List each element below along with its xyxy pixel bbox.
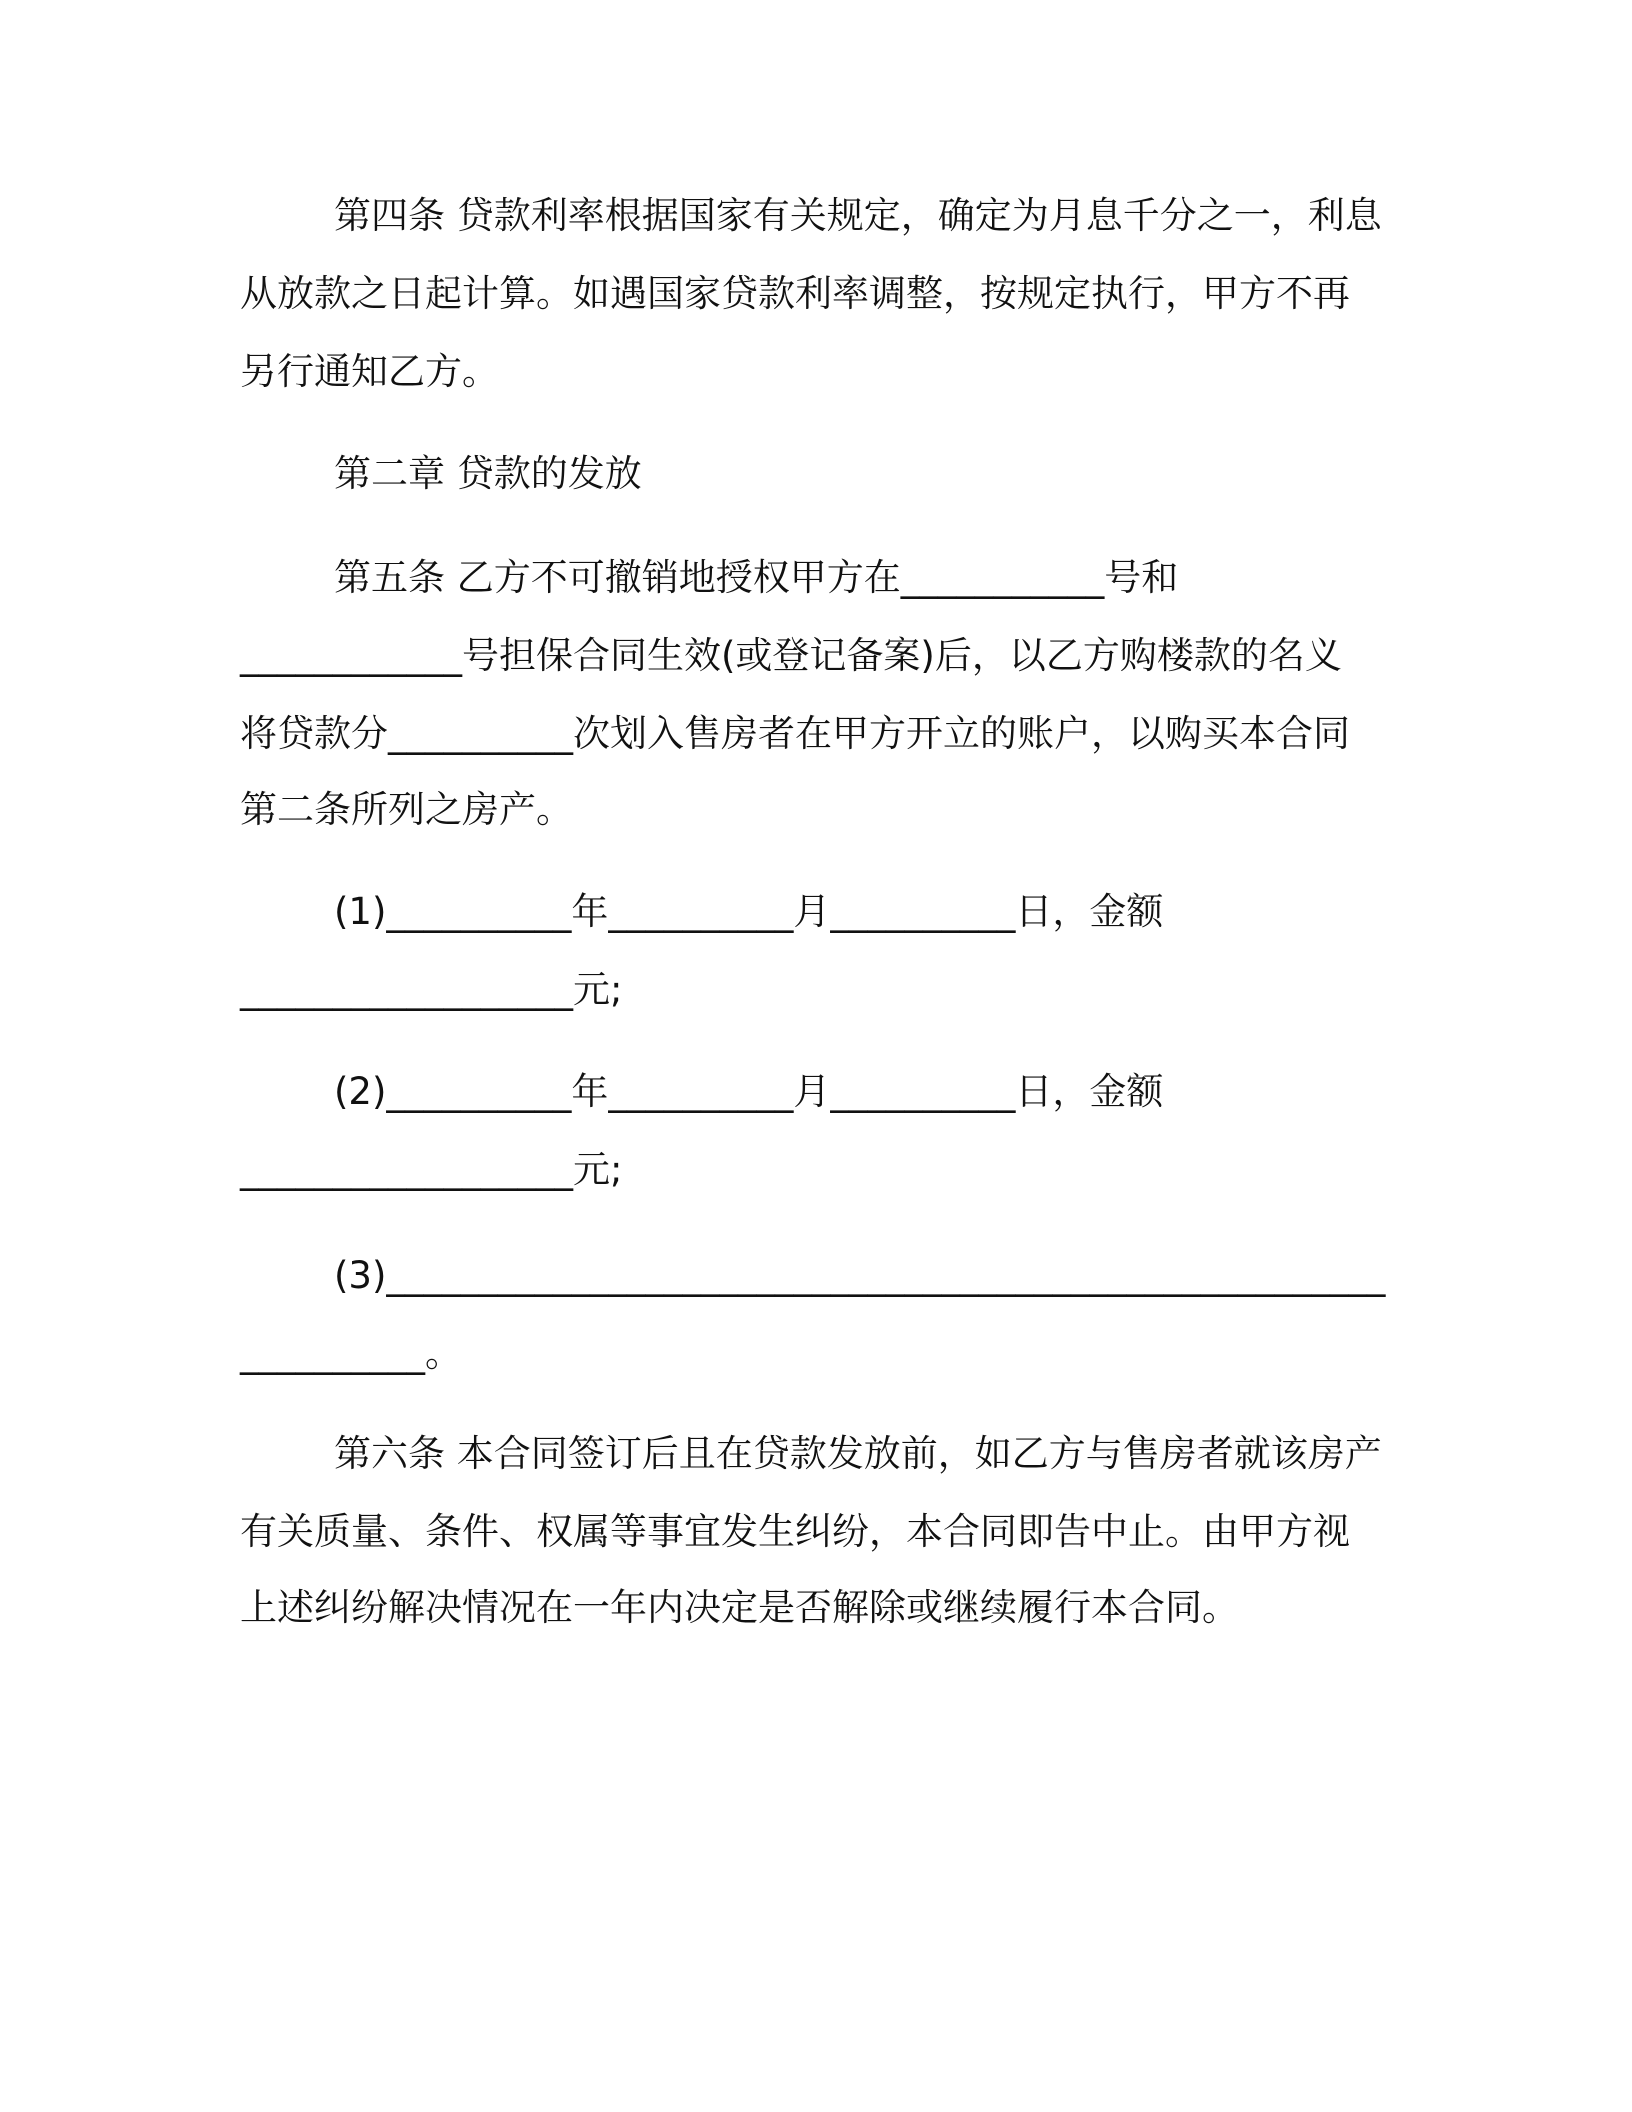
article-6-line-3: 上述纠纷解决情况在一年内决定是否解除或继续履行本合同。 <box>240 1586 1239 1629</box>
article-5-line-2: ____________号担保合同生效(或登记备案)后，以乙方购楼款的名义 <box>240 634 1342 677</box>
article-4-line-3: 另行通知乙方。 <box>240 350 499 393</box>
article-5-line-4: 第二条所列之房产。 <box>240 788 573 831</box>
article-6-line-1: 第六条 本合同签订后且在贷款发放前，如乙方与售房者就该房产 <box>334 1432 1382 1475</box>
article-5-line-3: 将贷款分__________次划入售房者在甲方开立的账户，以购买本合同 <box>240 712 1350 755</box>
article-6-line-2: 有关质量、条件、权属等事宜发生纠纷，本合同即告中止。由甲方视 <box>240 1510 1350 1553</box>
installment-1-amount: __________________元; <box>240 968 623 1011</box>
article-4-line-1: 第四条 贷款利率根据国家有关规定，确定为月息千分之一，利息 <box>334 194 1382 237</box>
installment-2-amount: __________________元; <box>240 1148 623 1191</box>
article-4-line-2: 从放款之日起计算。如遇国家贷款利率调整，按规定执行，甲方不再 <box>240 272 1350 315</box>
installment-2-date: (2)__________年__________月__________日，金额 <box>334 1070 1164 1113</box>
installment-3-line-2: __________。 <box>240 1332 462 1375</box>
article-5-line-1: 第五条 乙方不可撤销地授权甲方在___________号和 <box>334 556 1179 599</box>
installment-3-line-1: (3)______________________________________________________ <box>334 1254 1386 1297</box>
chapter-2-heading: 第二章 贷款的发放 <box>334 452 642 495</box>
installment-1-date: (1)__________年__________月__________日，金额 <box>334 890 1164 933</box>
